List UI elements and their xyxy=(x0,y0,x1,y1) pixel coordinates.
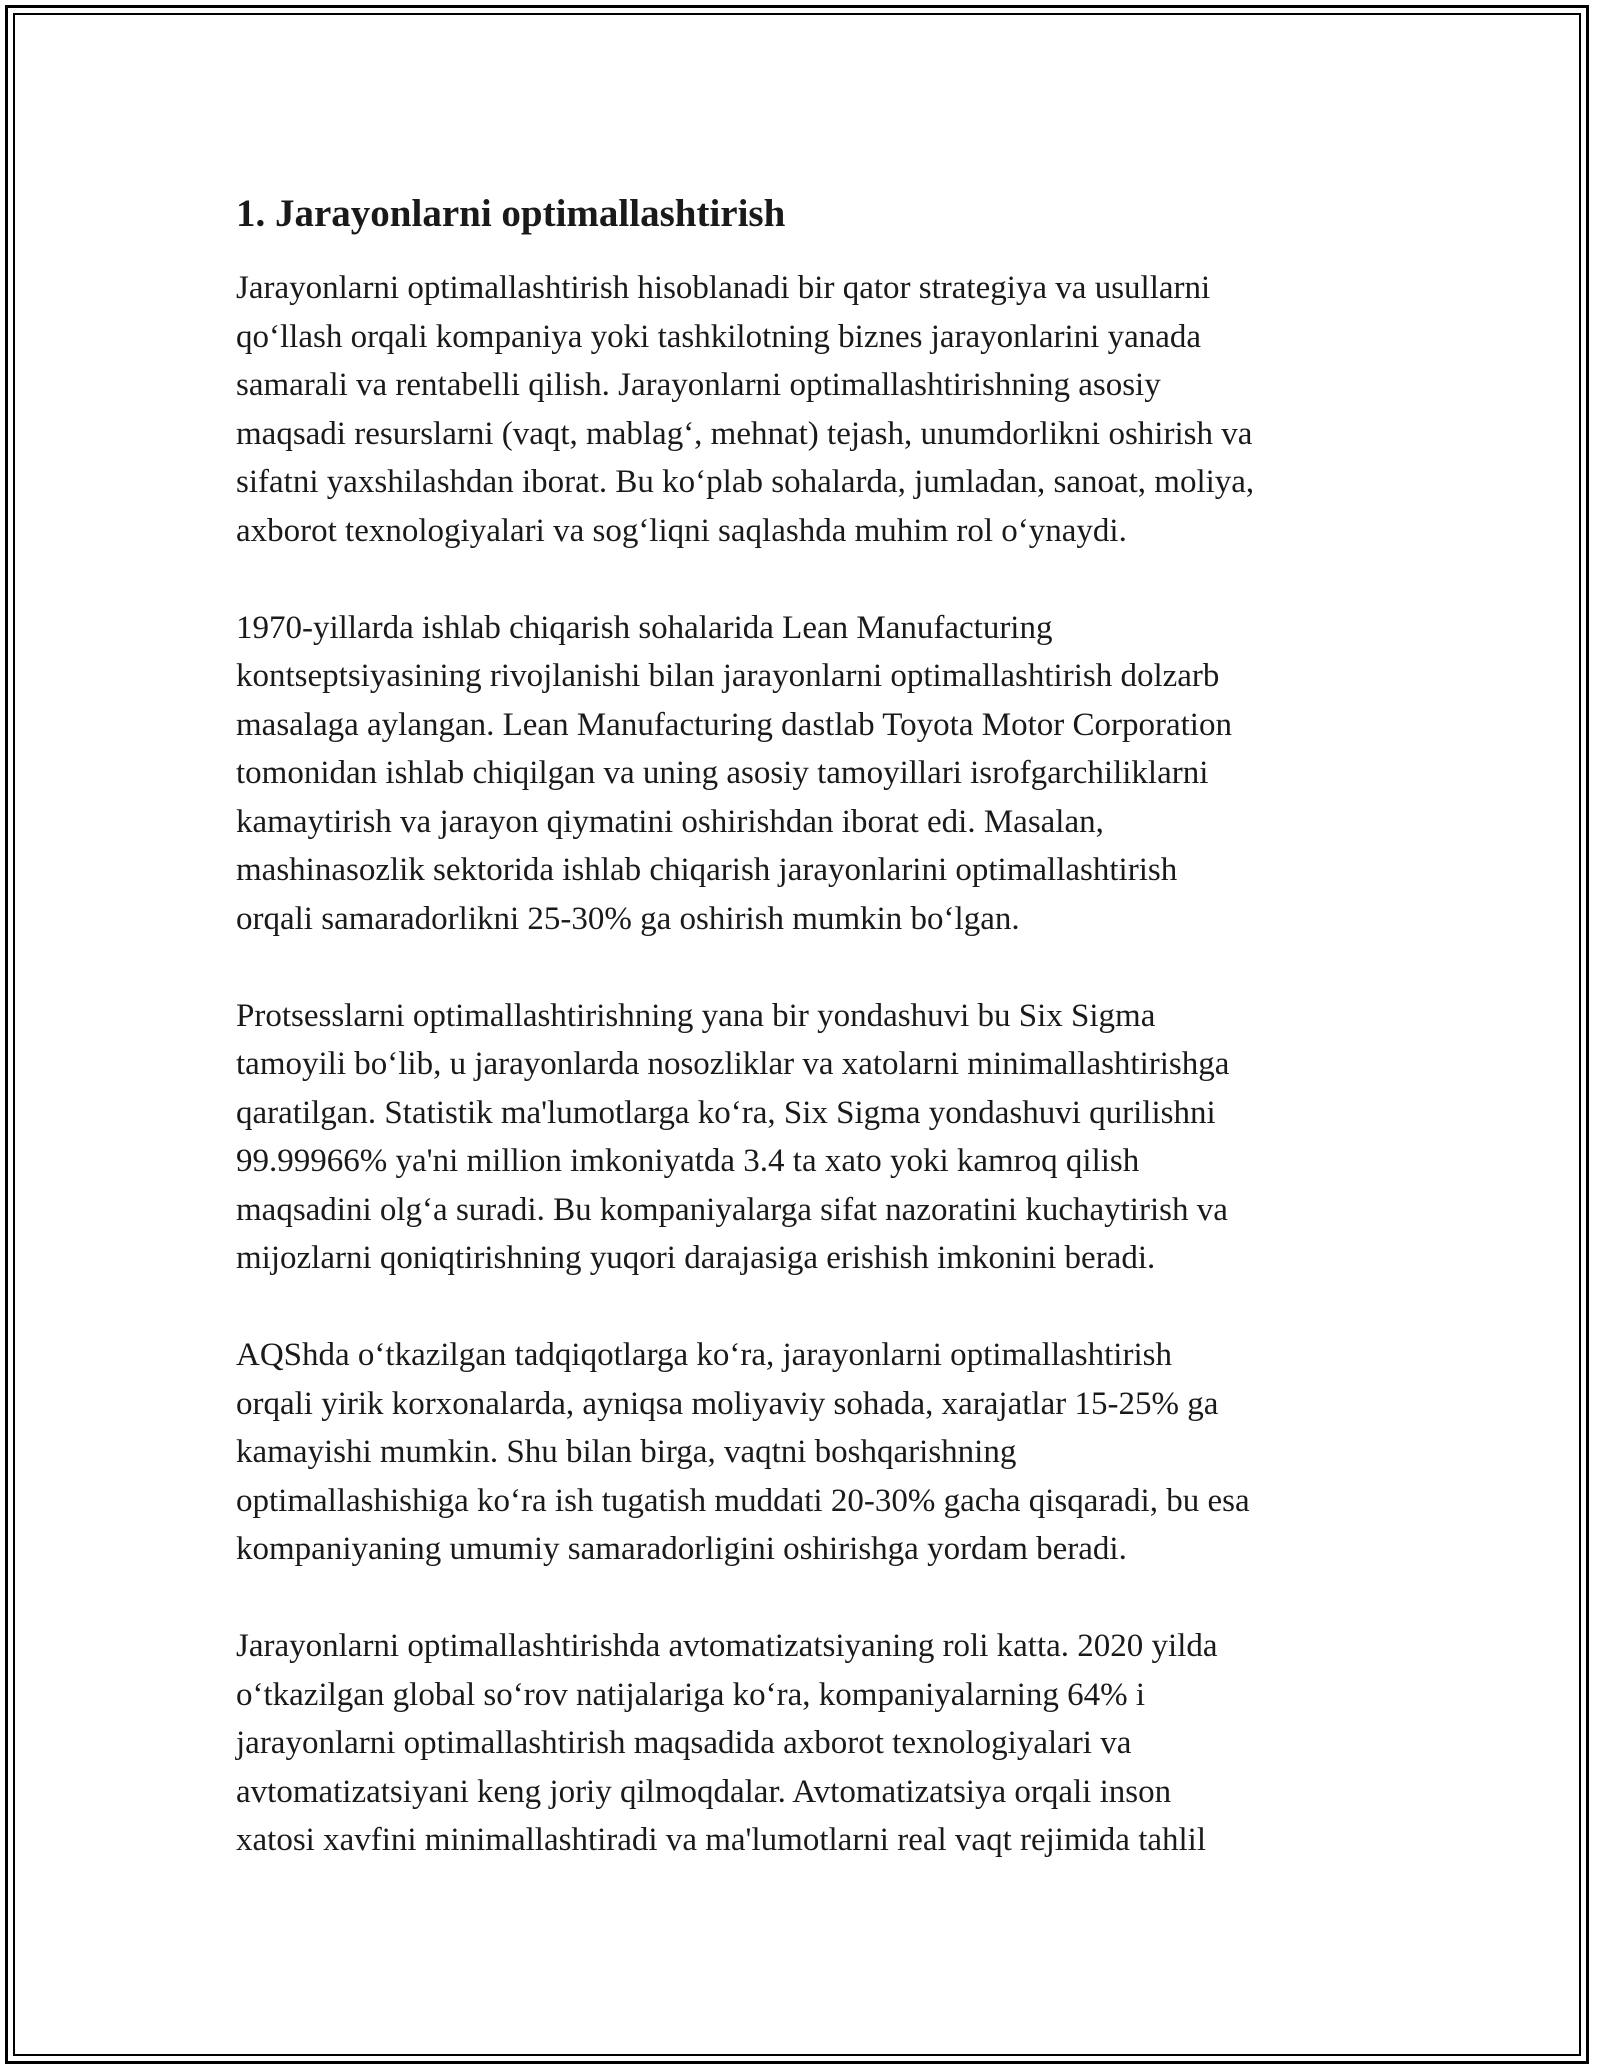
text-line: avtomatizatsiyani keng joriy qilmoqdalar. Avtomatizatsiya orqali inson xyxy=(236,1773,1172,1810)
paragraph xyxy=(236,604,1386,944)
text-line: xatosi xavfini minimallashtiradi va ma'lumotlarni real vaqt rejimida tahlil xyxy=(236,1822,1207,1858)
text-line: kamaytirish va jarayon qiymatini oshirishdan iborat edi. Masalan, xyxy=(236,803,1104,840)
text-line: tomonidan ishlab chiqilgan va uning asosiy tamoyillari isrofgarchiliklarni xyxy=(236,755,1209,791)
paragraph xyxy=(236,1622,1386,1865)
text-line: 99.99966% ya'ni million imkoniyatda 3.4 ta xato yoki kamroq qilish xyxy=(236,1143,1140,1179)
text-line: 1970-yillarda ishlab chiqarish sohalarida Lean Manufacturing xyxy=(236,609,1053,646)
paragraph xyxy=(236,1331,1386,1574)
text-line: masalaga aylangan. Lean Manufacturing dastlab Toyota Motor Corporation xyxy=(236,706,1232,743)
text-line: jarayonlarni optimallashtirish maqsadida axborot texnologiyalari va xyxy=(236,1725,1132,1761)
text-line: samarali va rentabelli qilish. Jarayonlarni optimallashtirishning asosiy xyxy=(236,367,1161,403)
text-line: kompaniyaning umumiy samaradorligini oshirishga yordam beradi. xyxy=(236,1531,1127,1567)
text-line: maqsadi resurslarni (vaqt, mablag‘, mehnat) tejash, unumdorlikni oshirish va xyxy=(236,415,1253,452)
text-line: mashinasozlik sektorida ishlab chiqarish jarayonlarini optimallashtirish xyxy=(236,852,1178,888)
text-line: axborot texnologiyalari va sog‘liqni saqlashda muhim rol o‘ynaydi. xyxy=(236,512,1127,549)
text-line: AQShda o‘tkazilgan tadqiqotlarga ko‘ra, jarayonlarni optimallashtirish xyxy=(236,1337,1172,1373)
text-line: kontseptsiyasining rivojlanishi bilan jarayonlarni optimallashtirish dolzarb xyxy=(236,658,1220,694)
text-line: sifatni yaxshilashdan iborat. Bu ko‘plab sohalarda, jumladan, sanoat, moliya, xyxy=(236,464,1255,500)
text-line: o‘tkazilgan global so‘rov natijalariga ko‘ra, kompaniyalarning 64% i xyxy=(236,1676,1146,1713)
text-line: Protsesslarni optimallashtirishning yana bir yondashuvi bu Six Sigma xyxy=(236,997,1156,1034)
section-heading: 1. Jarayonlarni optimallashtirish xyxy=(236,192,786,235)
text-line: qaratilgan. Statistik ma'lumotlarga ko‘ra, Six Sigma yondashuvi qurilishni xyxy=(236,1094,1216,1131)
text-line: optimallashishiga ko‘ra ish tugatish muddati 20-30% gacha qisqaradi, bu esa xyxy=(236,1482,1250,1519)
text-line: orqali samaradorlikni 25-30% ga oshirish mumkin bo‘lgan. xyxy=(236,900,1020,937)
text-line: tamoyili bo‘lib, u jarayonlarda nosozliklar va xatolarni minimallashtirishga xyxy=(236,1046,1230,1082)
paragraph xyxy=(236,992,1386,1283)
text-line: kamayishi mumkin. Shu bilan birga, vaqtni boshqarishning xyxy=(236,1434,1017,1470)
paragraph xyxy=(236,264,1386,555)
text-line: maqsadini olg‘a suradi. Bu kompaniyalarga sifat nazoratini kuchaytirish va xyxy=(236,1191,1228,1228)
text-line: qo‘llash orqali kompaniya yoki tashkilotning biznes jarayonlarini yanada xyxy=(236,318,1202,355)
document-body xyxy=(236,186,1386,1913)
text-line: Jarayonlarni optimallashtirish hisoblanadi bir qator strategiya va usullarni xyxy=(236,270,1211,306)
text-line: mijozlarni qoniqtirishning yuqori darajasiga erishish imkonini beradi. xyxy=(236,1240,1156,1276)
text-line: orqali yirik korxonalarda, ayniqsa moliyaviy sohada, xarajatlar 15-25% ga xyxy=(236,1385,1219,1422)
text-line: Jarayonlarni optimallashtirishda avtomatizatsiyaning roli katta. 2020 yilda xyxy=(236,1628,1218,1664)
